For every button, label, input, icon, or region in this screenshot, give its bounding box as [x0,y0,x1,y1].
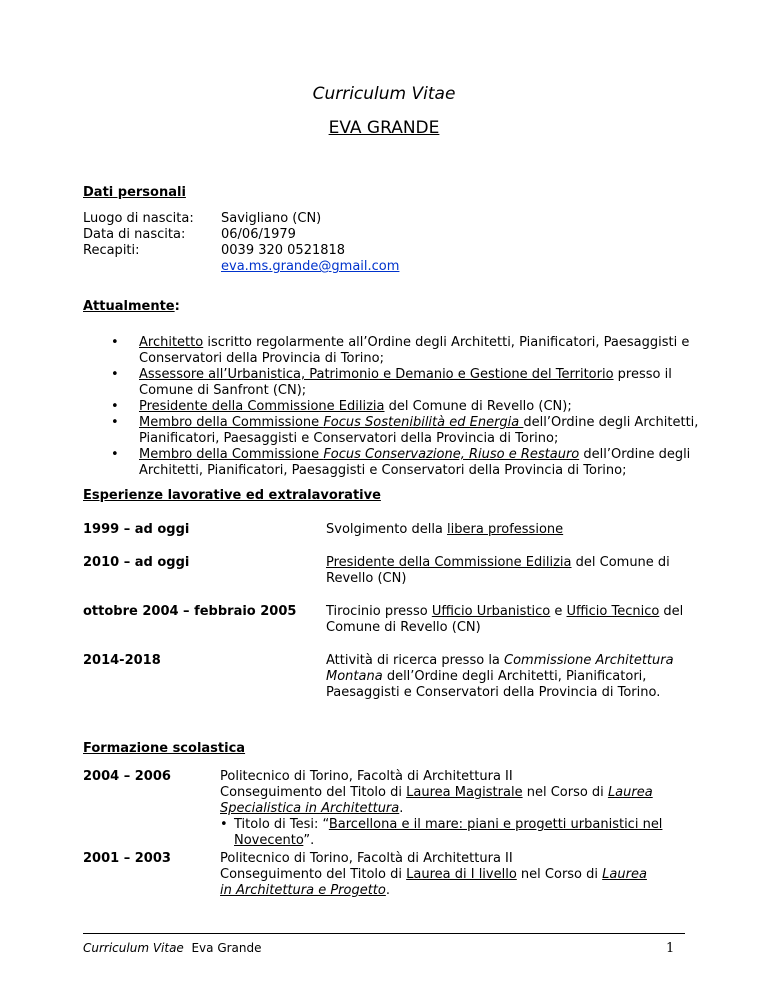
exp-text: e [550,604,567,619]
experience-period: ottobre 2004 – febbraio 2005 [83,604,297,619]
edu-underlined-italic: in Architettura e Progetto [220,883,386,898]
exp-italic: Montana [326,669,383,684]
label-birthdate: Data di nascita: [83,227,186,242]
exp-text: del [659,604,684,619]
exp-text: Attività di ricerca presso la [326,653,505,668]
edu-text: Titolo di Tesi: “ [234,817,329,832]
current-heading-colon: : [174,299,180,314]
edu-line1: Politecnico di Torino, Facoltà di Architettura II [220,851,513,866]
exp-underlined: Presidente della Commissione Edilizia [326,555,572,570]
role-text: Presidente della Commissione Edilizia [139,399,385,414]
role-text: Membro della Commissione [139,415,324,430]
edu-text: ”. [303,833,315,848]
role-text: Assessore all’Urbanistica, Patrimonio e Demanio e Gestione del Territorio [139,367,614,382]
edu-line3 [220,883,690,899]
personal-labels [83,211,194,259]
role-line2: Conservatori della Provincia di Torino; [139,351,384,366]
edu-underlined-italic: Laurea [607,785,653,800]
role-rest: presso il [613,367,672,382]
edu-text: Conseguimento del Titolo di [220,785,407,800]
thesis-bullet [220,817,690,849]
value-birthdate: 06/06/1979 [221,227,296,242]
document-title: Curriculum Vitae [312,84,456,104]
value-phone: 0039 320 0521818 [221,243,346,258]
role-line2: Pianificatori, Paesaggisti e Conservatori della Provincia di Torino; [139,431,559,446]
exp-line2: Revello (CN) [326,571,407,586]
role-rest: iscritto regolarmente all’Ordine degli Architetti, Pianificatori, Paesaggisti e [203,335,690,350]
education-period: 2001 – 2003 [83,851,171,866]
edu-line3 [220,801,690,817]
footer-title: Curriculum Vitae [83,941,184,955]
list-item [111,415,699,447]
value-birthplace: Savigliano (CN) [221,211,322,226]
edu-line2 [220,785,690,801]
edu-text: . [399,801,404,816]
bullet-icon: • [111,415,119,430]
edu-underlined-italic: Laurea [602,867,647,882]
experience-desc [326,653,674,701]
role-line2: Architetti, Pianificatori, Paesaggisti e Conservatori della Provincia di Torino; [139,463,627,478]
exp-line2: Comune di Revello (CN) [326,620,481,635]
footer-name: Eva Grande [191,941,262,955]
edu-text: . [385,883,390,898]
role-line2: Comune di Sanfront (CN); [139,383,307,398]
email-link[interactable]: eva.ms.grande@gmail.com [221,259,400,274]
exp-text: del Comune di [571,555,670,570]
role-rest: dell’Ordine degli [579,447,691,462]
exp-underlined: libera professione [447,522,564,537]
experience-period: 2010 – ad oggi [83,555,190,570]
exp-text: Svolgimento della [326,522,448,537]
exp-text: Tirocinio presso [326,604,432,619]
edu-underlined: Laurea Magistrale [406,785,523,800]
experience-period: 1999 – ad oggi [83,522,190,537]
bullet-icon: • [111,447,119,462]
exp-underlined: Ufficio Tecnico [566,604,660,619]
edu-line1: Politecnico di Torino, Facoltà di Architettura II [220,769,513,784]
role-text: Membro della Commissione [139,447,324,462]
section-heading-experience: Esperienze lavorative ed extralavorative [83,488,381,503]
exp-line3: Paesaggisti e Conservatori della Provincia di Torino. [326,685,661,700]
current-heading-text: Attualmente [83,299,175,314]
edu-text: nel Corso di [522,785,608,800]
role-text: Architetto [139,335,204,350]
list-item [111,367,699,399]
bullet-icon: • [111,335,119,350]
section-heading-personal: Dati personali [83,185,186,200]
exp-italic: Commissione Architettura [504,653,674,668]
edu-text: nel Corso di [516,867,603,882]
edu-underlined: Laurea di I livello [406,867,517,882]
label-birthplace: Luogo di nascita: [83,211,194,226]
current-roles-list [111,335,699,479]
footer-divider [83,933,685,934]
edu-text: Conseguimento del Titolo di [220,867,407,882]
role-rest: dell’Ordine degli Architetti, [523,415,699,430]
person-name: EVA GRANDE [328,118,440,138]
footer [83,941,262,955]
bullet-icon: • [111,367,119,382]
list-item [111,335,699,367]
section-heading-education: Formazione scolastica [83,741,246,756]
bullet-icon: • [111,399,119,414]
list-item [111,447,699,479]
education-desc [220,769,690,849]
exp-underlined: Ufficio Urbanistico [431,604,551,619]
edu-line2 [220,867,690,883]
label-contacts: Recapiti: [83,243,140,258]
role-focus: Focus Conservazione, Riuso e Restauro [323,447,580,462]
edu-underlined-italic: Specialistica in Architettura [220,801,400,816]
page-number: 1 [666,941,675,956]
bullet-icon: • [220,817,228,832]
edu-underlined: Barcellona e il mare: piani e progetti urbanistici nel [328,817,663,832]
education-desc [220,851,690,899]
section-heading-current [83,299,180,314]
experience-period: 2014-2018 [83,653,161,668]
role-focus: Focus Sostenibilità ed Energia [323,415,524,430]
experience-desc [326,604,683,636]
list-item [111,399,699,415]
education-period: 2004 – 2006 [83,769,171,784]
edu-underlined: Novecento [234,833,304,848]
experience-desc [326,555,670,587]
experience-desc [326,522,563,538]
role-rest: del Comune di Revello (CN); [384,399,572,414]
exp-line2: dell’Ordine degli Architetti, Pianificatori, [382,669,647,684]
personal-values [221,211,399,275]
